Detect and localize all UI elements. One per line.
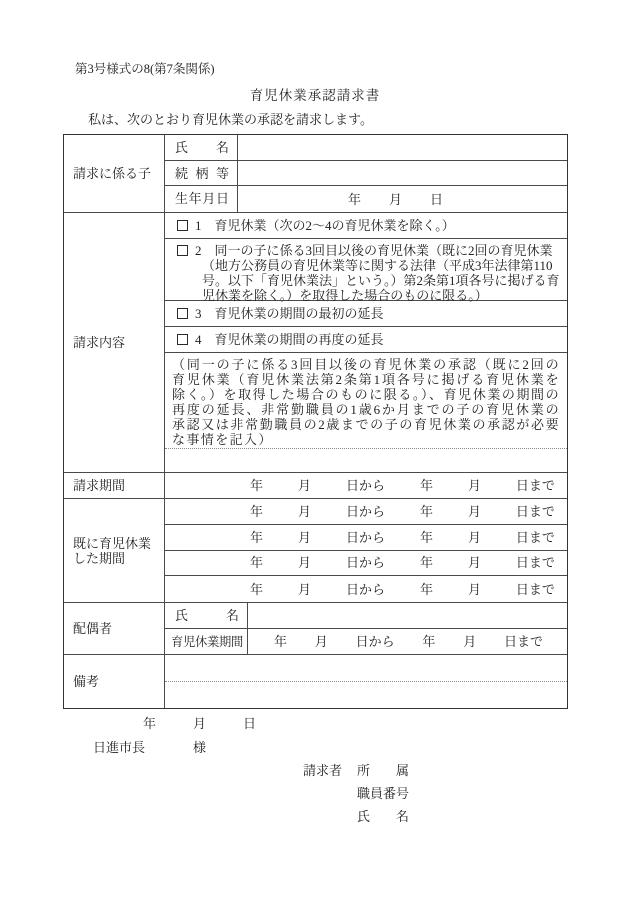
unit-month: 月: [297, 478, 311, 493]
unit-day-from: 日から: [345, 555, 385, 571]
section-child: [64, 135, 567, 213]
past-leave-row: [165, 525, 567, 551]
section-remarks: [64, 655, 567, 708]
child-birthdate-label: 生年月日: [165, 186, 238, 212]
child-relation-label: 続柄等: [165, 161, 238, 186]
unit-day-to: 日まで: [515, 503, 555, 519]
unit-year: 年: [250, 529, 264, 545]
unit-day: 日: [430, 191, 444, 207]
child-relation-row: [165, 161, 567, 187]
form-number: 第3号様式の8(第7条関係): [75, 62, 215, 76]
spouse-name-field[interactable]: [248, 603, 567, 628]
section-request-content-label: 請求内容: [64, 213, 165, 472]
request-note-entry-area[interactable]: [165, 448, 567, 472]
unit-day-from: 日から: [345, 478, 385, 493]
request-option-1: [165, 213, 567, 239]
unit-year: 年: [250, 581, 264, 597]
option-1-number: 1: [195, 218, 202, 233]
section-request-content: [64, 213, 567, 473]
unit-month: 月: [467, 503, 481, 519]
unit-year: 年: [419, 555, 433, 571]
request-option-2: [165, 239, 567, 301]
section-child-label: 請求に係る子: [64, 135, 165, 212]
unit-day-from: 日から: [345, 529, 385, 545]
spouse-name-row: [165, 603, 567, 629]
remarks-divider-dotted-line: [165, 681, 567, 682]
unit-month: 月: [467, 581, 481, 597]
child-birthdate-field[interactable]: [238, 186, 567, 212]
section-past-leave: [64, 499, 567, 603]
checkbox-option-3-icon[interactable]: [177, 308, 188, 319]
unit-month: 月: [388, 191, 402, 207]
page-title: 育児休業承認請求書: [249, 88, 381, 103]
unit-month: 月: [297, 529, 311, 545]
unit-day-from: 日から: [345, 581, 385, 597]
unit-year: 年: [419, 478, 433, 493]
unit-day-to: 日まで: [515, 529, 555, 545]
requester-block: [0, 763, 630, 832]
option-3-text: 育児休業の期間の最初の延長: [214, 305, 384, 321]
past-leave-row: [165, 499, 567, 525]
unit-year: 年: [419, 503, 433, 519]
checkbox-option-4-icon[interactable]: [177, 334, 188, 345]
checkbox-option-1-icon[interactable]: [177, 220, 188, 231]
child-name-row: [165, 135, 567, 161]
past-leave-period-field[interactable]: [165, 525, 567, 550]
section-remarks-label: 備考: [64, 655, 165, 708]
unit-month: 月: [463, 633, 477, 649]
unit-month: 月: [297, 503, 311, 519]
request-option-3: [165, 301, 567, 327]
honorific: 様: [193, 740, 207, 755]
unit-month: 月: [467, 529, 481, 545]
past-leave-period-field[interactable]: [165, 551, 567, 576]
unit-year: 年: [250, 478, 264, 493]
requester-employee-no-label: 職員番号: [357, 786, 410, 801]
option-2-number: 2: [195, 242, 202, 258]
spouse-leave-period-row: [165, 629, 567, 654]
unit-year: 年: [419, 581, 433, 597]
section-spouse-label: 配偶者: [64, 603, 165, 654]
child-birthdate-row: [165, 186, 567, 212]
unit-day: 日: [243, 716, 257, 731]
remarks-field[interactable]: [165, 655, 567, 708]
child-name-label: 氏名: [165, 135, 238, 160]
unit-month: 月: [467, 555, 481, 571]
request-period-field[interactable]: [165, 473, 567, 498]
child-relation-field[interactable]: [238, 161, 567, 186]
unit-day-from: 日から: [355, 633, 395, 649]
unit-year: 年: [422, 633, 436, 649]
requester-name-label: 氏名: [357, 809, 410, 824]
unit-day-from: 日から: [345, 503, 385, 519]
unit-year: 年: [274, 633, 288, 649]
unit-year: 年: [347, 191, 361, 207]
past-leave-row: [165, 576, 567, 602]
requester-label: 請求者: [303, 763, 343, 778]
option-4-text: 育児休業の期間の再度の延長: [214, 331, 384, 347]
checkbox-option-2-icon[interactable]: [177, 245, 188, 256]
unit-day-to: 日まで: [515, 555, 555, 571]
past-leave-period-field[interactable]: [165, 499, 567, 524]
section-spouse: [64, 603, 567, 655]
past-leave-period-field[interactable]: [165, 576, 567, 602]
intro-sentence: 私は、次のとおり育児休業の承認を請求します。: [88, 112, 373, 127]
requester-affiliation-label: 所属: [357, 763, 410, 778]
section-past-leave-label: 既に育児休業 した期間: [64, 499, 165, 602]
unit-year: 年: [143, 716, 157, 731]
child-name-field[interactable]: [238, 135, 567, 160]
request-period-row: [165, 473, 567, 498]
option-1-text: 育児休業（次の2～4の育児休業を除く。）: [214, 218, 455, 233]
unit-year: 年: [250, 503, 264, 519]
unit-day-to: 日まで: [515, 478, 555, 493]
spouse-name-label: 氏名: [165, 603, 248, 628]
unit-year: 年: [419, 529, 433, 545]
request-form-table: [63, 134, 568, 709]
unit-day-to: 日まで: [503, 633, 543, 649]
submission-date-line[interactable]: [0, 716, 630, 731]
addressee: 日進市長: [93, 740, 146, 755]
section-request-period-label: 請求期間: [64, 473, 165, 498]
option-2-text: 同一の子に係る3回目以後の育児休業（既に2回の育児休業（地方公務員の育児休業等に関する法律（平成3年法律第110号。以下「育児休業法」という。）第2条第1項各号に掲げる育児休業を除く。）を取得した場合のものに限る。）: [202, 242, 560, 303]
unit-month: 月: [193, 716, 207, 731]
option-4-number: 4: [195, 331, 202, 347]
section-request-period: [64, 473, 567, 499]
unit-day-to: 日まで: [515, 581, 555, 597]
unit-month: 月: [297, 581, 311, 597]
unit-month: 月: [314, 633, 328, 649]
request-note-text: （同一の子に係る3回目以後の育児休業の承認（既に2回の育児休業（育児休業法第2条第1項各号に掲げる育児休業を除く。）を取得した場合のものに限る。）、育児休業の期間の再度の延長、非常勤職員の1歳6か月までの子の育児休業の承認又は非常勤職員の2歳までの子の育児休業の承認が必要な事情を記入）: [172, 356, 560, 447]
spouse-leave-period-field[interactable]: [248, 629, 567, 654]
unit-month: 月: [467, 478, 481, 493]
addressee-line: [0, 740, 630, 755]
past-leave-row: [165, 551, 567, 577]
option-3-number: 3: [195, 305, 202, 321]
spouse-leave-period-label: 育児休業期間: [165, 629, 248, 654]
unit-year: 年: [250, 555, 264, 571]
request-note-cell: [165, 353, 567, 472]
request-option-4: [165, 327, 567, 353]
unit-month: 月: [297, 555, 311, 571]
